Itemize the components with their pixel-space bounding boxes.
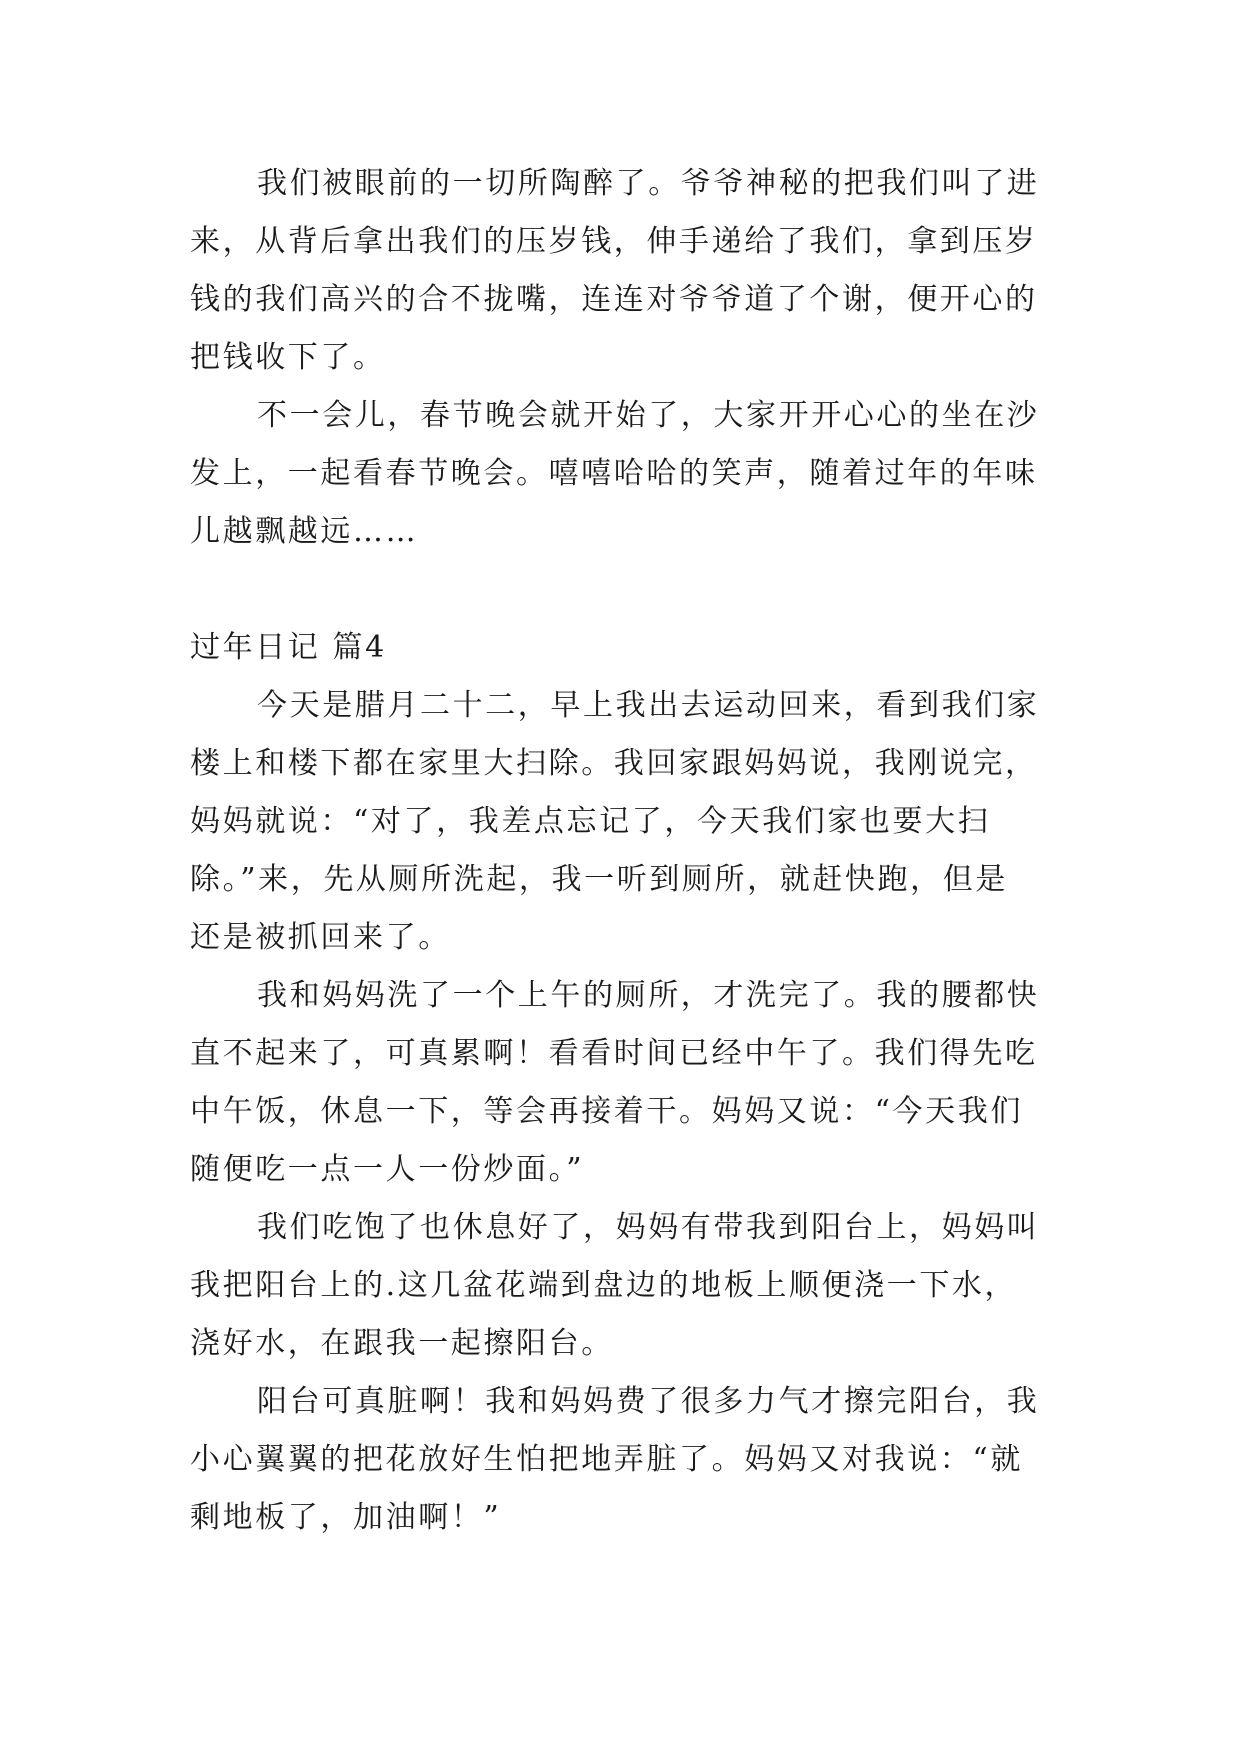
text-line: 妈妈就说：“对了，我差点忘记了，今天我们家也要大扫 [190, 804, 991, 839]
text-line: 发上，一起看春节晚会。嘻嘻哈哈的笑声，随着过年的年味 [190, 456, 1038, 491]
text-line: 除。”来，先从厕所洗起，我一听到厕所，就赶快跑，但是 [190, 862, 1008, 897]
text-line: 不一会儿，春节晚会就开始了，大家开开心心的坐在沙 [257, 398, 1040, 433]
text-line: 剩地板了，加油啊！” [190, 1500, 502, 1535]
text-line: 小心翼翼的把花放好生怕把地弄脏了。妈妈又对我说：“就 [190, 1442, 1023, 1477]
text-line: 还是被抓回来了。 [190, 920, 451, 955]
text-line: 钱的我们高兴的合不拢嘴，连连对爷爷道了个谢，便开心的 [190, 282, 1038, 317]
section-title: 过年日记 篇4 [190, 630, 387, 665]
text-line: 我们吃饱了也休息好了，妈妈有带我到阳台上，妈妈叫 [257, 1210, 1040, 1245]
text-line: 中午饭，休息一下，等会再接着干。妈妈又说：“今天我们 [190, 1094, 1023, 1129]
text-line: 浇好水，在跟我一起擦阳台。 [190, 1326, 614, 1361]
text-line: 我把阳台上的.这几盆花端到盘边的地板上顺便浇一下水， [190, 1268, 1018, 1303]
text-line: 把钱收下了。 [190, 340, 386, 375]
text-line: 今天是腊月二十二，早上我出去运动回来，看到我们家 [257, 688, 1040, 723]
text-line: 儿越飘越远…… [190, 514, 419, 549]
text-line: 来，从背后拿出我们的压岁钱，伸手递给了我们，拿到压岁 [190, 224, 1038, 259]
text-line: 随便吃一点一人一份炒面。” [190, 1152, 585, 1187]
text-line: 我和妈妈洗了一个上午的厕所，才洗完了。我的腰都快 [257, 978, 1040, 1013]
text-line: 阳台可真脏啊！我和妈妈费了很多力气才擦完阳台，我 [257, 1384, 1040, 1419]
text-line: 直不起来了，可真累啊！看看时间已经中午了。我们得先吃 [190, 1036, 1038, 1071]
text-line: 楼上和楼下都在家里大扫除。我回家跟妈妈说，我刚说完， [190, 746, 1038, 781]
text-line: 我们被眼前的一切所陶醉了。爷爷神秘的把我们叫了进 [257, 166, 1040, 201]
